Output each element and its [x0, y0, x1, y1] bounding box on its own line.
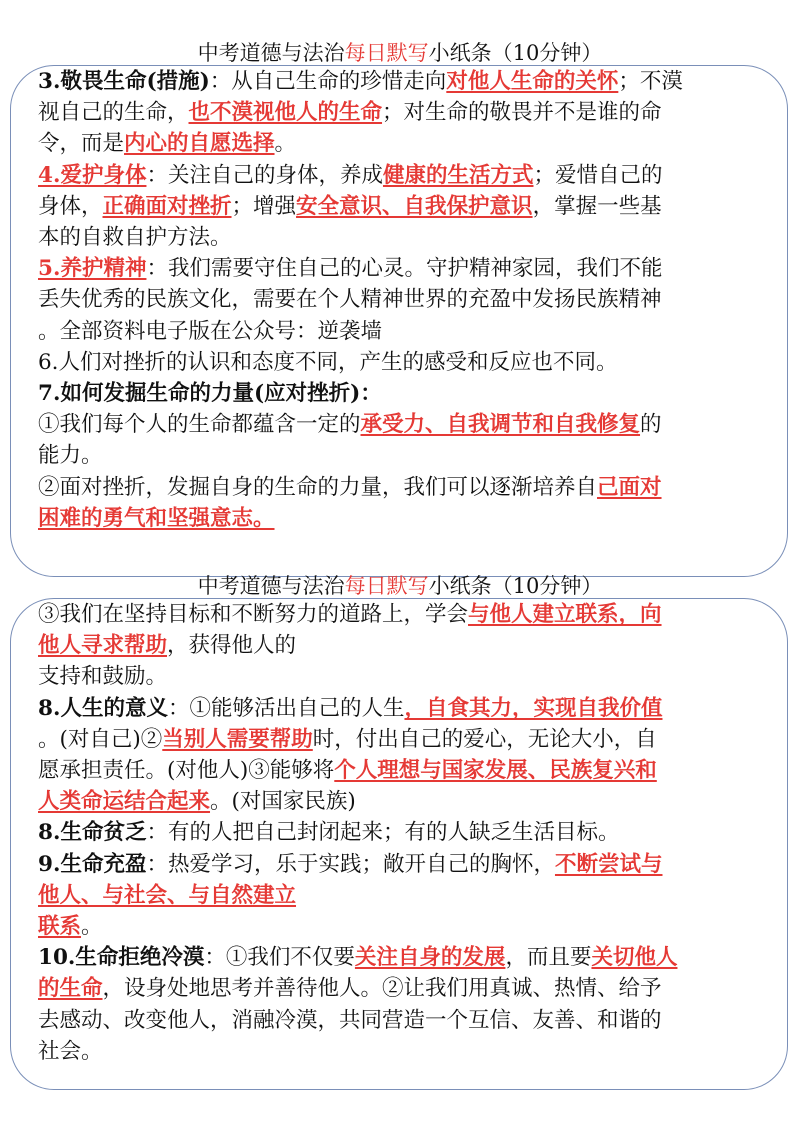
- note-title-1: [0, 40, 800, 66]
- key-phrase: 健康的生活方式: [382, 162, 534, 188]
- key-phrase: 他人、与社会、与自然建立: [38, 882, 297, 908]
- text-line: [38, 661, 758, 692]
- text-span: ；爱惜自己的: [533, 162, 663, 188]
- text-line: [38, 942, 758, 973]
- key-phrase: 困难的勇气和坚强意志。: [38, 505, 275, 531]
- text-line: [38, 284, 758, 315]
- text-span: ：从自己生命的珍惜走向: [209, 69, 447, 94]
- text-span: ；增强: [231, 193, 297, 219]
- text-span: 支持和鼓励。: [38, 664, 168, 690]
- key-phrase: 与他人建立联系，向: [468, 602, 662, 627]
- text-span: ，而且要: [505, 945, 592, 971]
- note-body-1: [38, 66, 758, 534]
- text-line: [38, 973, 758, 1004]
- text-span: 本的自救自护方法。: [38, 225, 232, 251]
- text-line: [38, 253, 758, 284]
- text-span: 。(对国家民族): [210, 789, 356, 815]
- key-phrase: 承受力、自我调节和自我修复: [360, 412, 641, 438]
- text-span: ；不漠: [618, 69, 683, 94]
- text-span: 。: [274, 131, 297, 157]
- title-highlight: 每日默写: [344, 41, 429, 65]
- text-span: 身体，: [38, 193, 103, 219]
- text-span: ：热爱学习，乐于实践；敞开自己的胸怀，: [146, 851, 555, 877]
- key-phrase: 也不漠视他人的生命: [188, 100, 383, 126]
- title-prefix: 中考道德与法治: [197, 574, 345, 598]
- text-span: ；对生命的敬畏并不是谁的命: [382, 100, 662, 126]
- text-span: 的: [640, 412, 662, 438]
- key-phrase: 个人理想与国家发展、民族复兴和: [334, 758, 657, 784]
- key-phrase: 关注自身的发展: [354, 945, 506, 971]
- heading-phrase: 10.生命拒绝冷漠: [38, 945, 205, 971]
- text-line: [38, 97, 758, 128]
- text-span: 。: [81, 914, 103, 940]
- key-phrase: 正确面对挫折: [102, 193, 232, 219]
- text-line: [38, 1005, 758, 1036]
- text-span: 令，而是: [38, 131, 125, 157]
- title-suffix: 小纸条（10分钟）: [428, 41, 603, 65]
- key-phrase: ，自食其力，实现自我价值: [404, 695, 663, 721]
- text-span: 社会。: [38, 1038, 103, 1064]
- text-line: [38, 630, 758, 661]
- text-span: 去感动、改变他人，消融冷漠，共同营造一个互信、友善、和谐的: [38, 1007, 662, 1033]
- text-line: [38, 503, 758, 534]
- text-line: [38, 128, 758, 159]
- text-line: [38, 409, 758, 440]
- text-span: ：①能够活出自己的人生: [167, 695, 405, 721]
- text-line: [38, 880, 758, 911]
- key-phrase: 内心的自愿选择: [124, 131, 275, 157]
- text-span: 时，付出自己的爱心，无论大小，自: [312, 726, 657, 752]
- key-phrase: 他人寻求帮助: [38, 633, 168, 659]
- key-phrase: 人类命运结合起来: [38, 789, 211, 815]
- heading-phrase: 8.人生的意义: [38, 695, 168, 721]
- key-phrase: 安全意识、自我保护意识: [296, 193, 533, 219]
- text-span: ③我们在坚持目标和不断努力的道路上，学会: [38, 602, 469, 627]
- text-line: [38, 599, 758, 630]
- text-line: [38, 66, 758, 97]
- heading-phrase: 7.如何发掘生命的力量(应对挫折)：: [38, 381, 382, 407]
- key-phrase: 的生命: [38, 976, 103, 1002]
- text-span: 6.人们对挫折的认识和态度不同，产生的感受和反应也不同。: [38, 349, 618, 375]
- text-span: ：关注自己的身体，养成: [146, 162, 383, 188]
- text-line: [38, 316, 758, 347]
- text-span: 。全部资料电子版在公众号：逆袭墙: [38, 318, 383, 344]
- heading-phrase: 8.生命贫乏: [38, 820, 147, 846]
- text-span: 视自己的生命，: [38, 100, 189, 126]
- heading-phrase: 3.敬畏生命(措施): [38, 69, 210, 94]
- text-line: [38, 160, 758, 191]
- key-phrase: 不断尝试与: [554, 851, 663, 877]
- text-line: [38, 755, 758, 786]
- text-span: 丢失优秀的民族文化，需要在个人精神世界的充盈中发扬民族精神: [38, 287, 662, 313]
- heading-phrase: 9.生命充盈: [38, 851, 147, 877]
- note-title-2: [0, 573, 800, 599]
- key-phrase: 关切他人: [591, 945, 678, 971]
- text-line: [38, 222, 758, 253]
- text-span: ：有的人把自己封闭起来；有的人缺乏生活目标。: [146, 820, 620, 846]
- text-span: ①我们每个人的生命都蕴含一定的: [38, 412, 361, 438]
- text-span: ，掌握一些基: [532, 193, 662, 219]
- key-phrase: 对他人生命的关怀: [446, 69, 619, 94]
- text-line: [38, 440, 758, 471]
- text-line: [38, 378, 758, 409]
- key-phrase: 联系: [38, 914, 82, 940]
- key-phrase: 4.爱护身体: [38, 162, 147, 188]
- text-span: ，获得他人的: [167, 633, 297, 659]
- key-phrase: 5.养护精神: [38, 256, 147, 282]
- text-line: [38, 911, 758, 942]
- text-span: 能力。: [38, 443, 103, 469]
- text-span: 愿承担责任。(对他人)③能够将: [38, 758, 335, 784]
- title-prefix: 中考道德与法治: [197, 41, 345, 65]
- text-line: [38, 817, 758, 848]
- text-line: [38, 786, 758, 817]
- key-phrase: 己面对: [597, 474, 662, 500]
- text-span: ：我们需要守住自己的心灵。守护精神家园，我们不能: [146, 256, 663, 282]
- text-line: [38, 693, 758, 724]
- text-line: [38, 347, 758, 378]
- text-span: ，设身处地思考并善待他人。②让我们用真诚、热情、给予: [102, 976, 662, 1002]
- text-line: [38, 1036, 758, 1067]
- title-highlight: 每日默写: [344, 574, 429, 598]
- text-span: 。(对自己)②: [38, 726, 163, 752]
- text-span: ：①我们不仅要: [204, 945, 355, 971]
- text-line: [38, 472, 758, 503]
- text-span: ②面对挫折，发掘自身的生命的力量，我们可以逐渐培养自: [38, 474, 598, 500]
- title-suffix: 小纸条（10分钟）: [428, 574, 603, 598]
- text-line: [38, 191, 758, 222]
- key-phrase: 当别人需要帮助: [162, 726, 313, 752]
- note-body-2: [38, 599, 758, 1067]
- text-line: [38, 849, 758, 880]
- text-line: [38, 724, 758, 755]
